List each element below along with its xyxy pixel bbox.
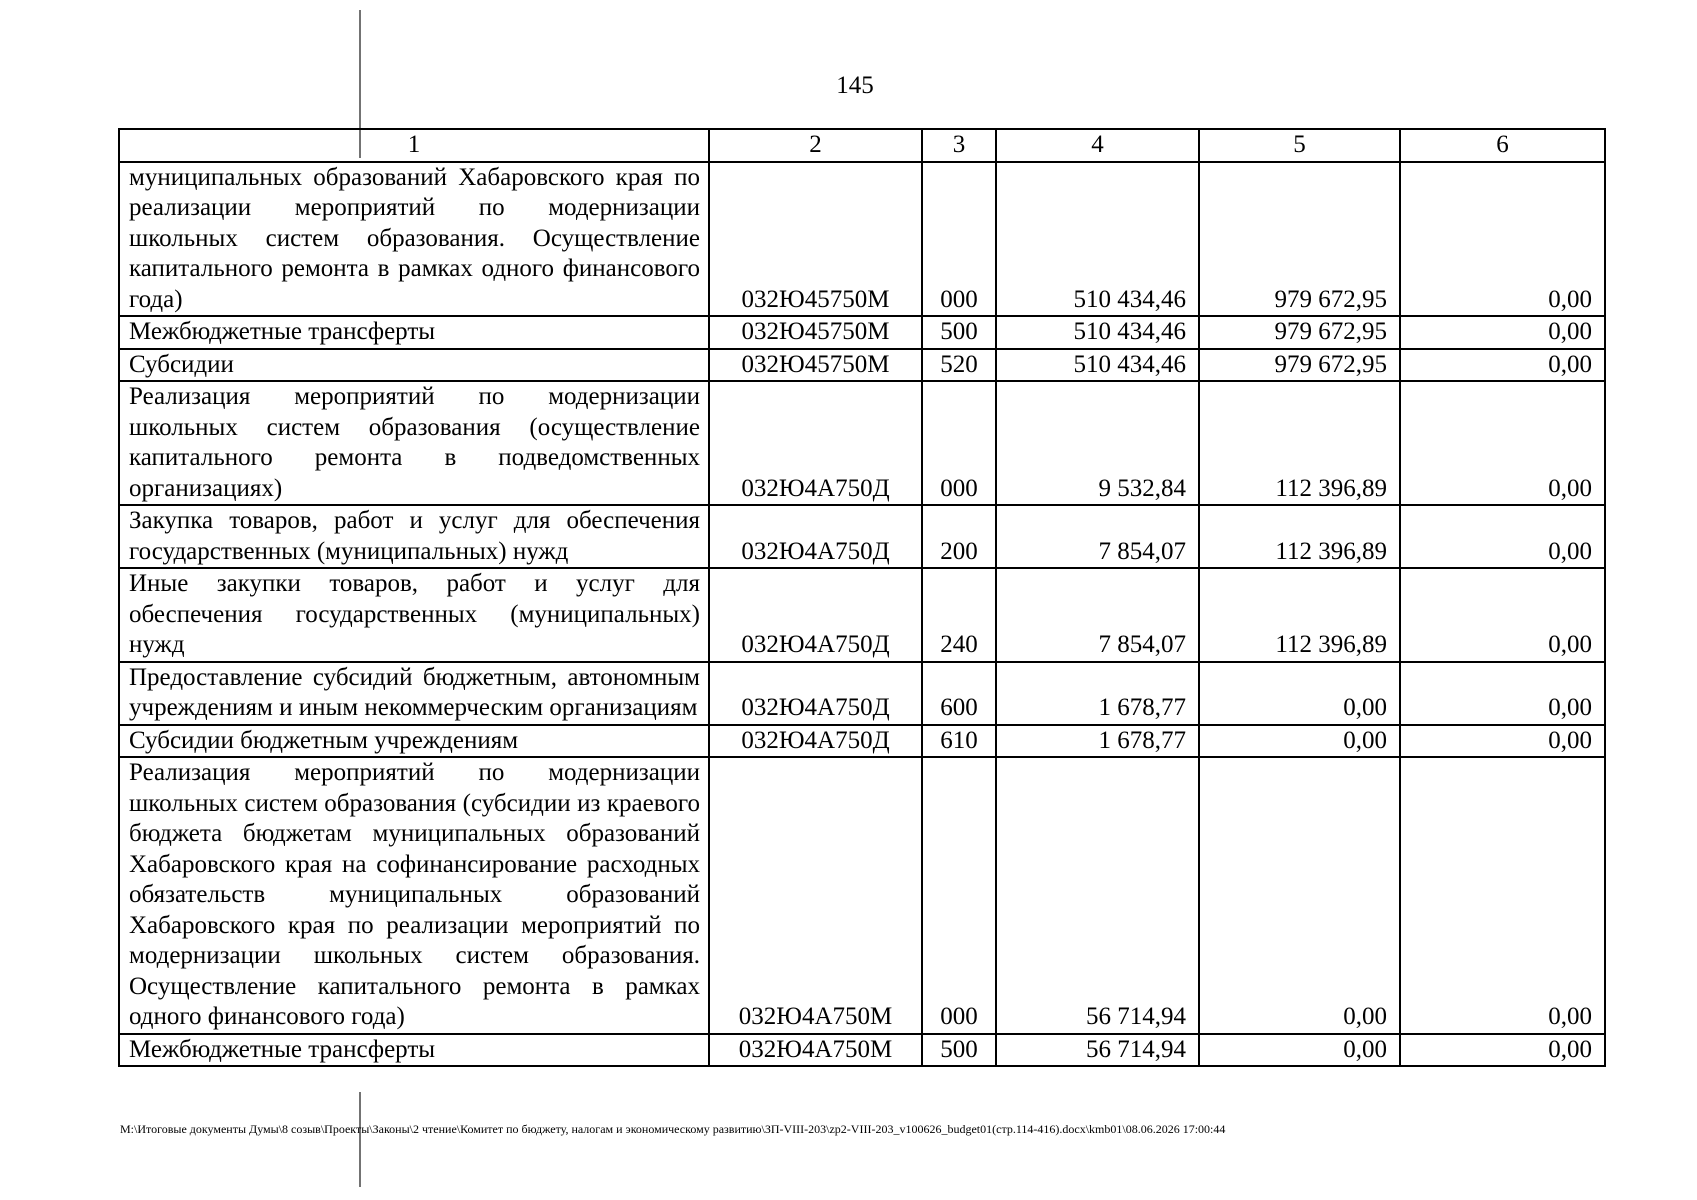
row-expense-type: 520 [922,349,996,382]
row-amount-col6: 0,00 [1400,1034,1605,1067]
row-description: Реализация мероприятий по модернизации школьных систем образования (субсидии из краевого бюджета бюджетам муниципальных образований Хабаровского края на софинансирование расходных обязательств муниципальных образований Хабаровского края по реализации мероприятий по модернизации школьных систем образования. Осуществление капитального ремонта в рамках одного финансового года) [119,757,709,1034]
row-description: Предоставление субсидий бюджетным, автономным учреждениям и иным некоммерческим организациям [119,662,709,725]
row-amount-col5: 112 396,89 [1199,568,1400,662]
table-row [119,725,1605,758]
row-description: муниципальных образований Хабаровского края по реализации мероприятий по модернизации школьных систем образования. Осуществление капитального ремонта в рамках одного финансового года) [119,162,709,317]
row-expense-type: 600 [922,662,996,725]
row-amount-col6: 0,00 [1400,162,1605,317]
table-row [119,1034,1605,1067]
header-col-3: 3 [922,129,996,162]
row-description: Межбюджетные трансферты [119,316,709,349]
row-description: Субсидии [119,349,709,382]
row-expense-type: 000 [922,162,996,317]
row-amount-col5: 0,00 [1199,1034,1400,1067]
table-row [119,568,1605,662]
row-target-code: 032Ю45750М [709,162,922,317]
table-row [119,662,1605,725]
row-amount-col6: 0,00 [1400,381,1605,505]
row-amount-col6: 0,00 [1400,757,1605,1034]
row-target-code: 032Ю4А750М [709,1034,922,1067]
row-amount-col6: 0,00 [1400,662,1605,725]
row-expense-type: 500 [922,316,996,349]
row-amount-col5: 112 396,89 [1199,381,1400,505]
row-target-code: 032Ю45750М [709,349,922,382]
row-amount-col4: 56 714,94 [996,757,1199,1034]
row-amount-col6: 0,00 [1400,568,1605,662]
row-expense-type: 240 [922,568,996,662]
row-target-code: 032Ю45750М [709,316,922,349]
budget-table [118,128,1606,1067]
row-amount-col4: 1 678,77 [996,725,1199,758]
table-row [119,316,1605,349]
row-description: Субсидии бюджетным учреждениям [119,725,709,758]
header-col-5: 5 [1199,129,1400,162]
row-amount-col5: 979 672,95 [1199,162,1400,317]
row-description: Иные закупки товаров, работ и услуг для обеспечения государственных (муниципальных) нужд [119,568,709,662]
row-amount-col4: 56 714,94 [996,1034,1199,1067]
row-target-code: 032Ю4А750Д [709,568,922,662]
header-col-2: 2 [709,129,922,162]
scan-artifact-line [359,1092,361,1187]
row-amount-col4: 510 434,46 [996,162,1199,317]
row-description: Закупка товаров, работ и услуг для обеспечения государственных (муниципальных) нужд [119,505,709,568]
row-expense-type: 000 [922,757,996,1034]
row-amount-col5: 979 672,95 [1199,349,1400,382]
row-target-code: 032Ю4А750М [709,757,922,1034]
header-row [119,129,1605,162]
row-amount-col4: 7 854,07 [996,568,1199,662]
table-row [119,349,1605,382]
row-amount-col5: 0,00 [1199,757,1400,1034]
row-amount-col6: 0,00 [1400,725,1605,758]
table-row [119,505,1605,568]
table-row [119,381,1605,505]
row-expense-type: 200 [922,505,996,568]
row-expense-type: 000 [922,381,996,505]
row-expense-type: 500 [922,1034,996,1067]
row-amount-col6: 0,00 [1400,316,1605,349]
row-description: Межбюджетные трансферты [119,1034,709,1067]
table-row [119,162,1605,317]
row-target-code: 032Ю4А750Д [709,505,922,568]
row-amount-col4: 1 678,77 [996,662,1199,725]
row-amount-col6: 0,00 [1400,349,1605,382]
row-amount-col4: 9 532,84 [996,381,1199,505]
header-col-4: 4 [996,129,1199,162]
row-target-code: 032Ю4А750Д [709,381,922,505]
document-path-footer: M:\Итоговые документы Думы\8 созыв\Проекты\Законы\2 чтение\Комитет по бюджету, налогам и экономическому развитию\ЗП-VIII-203\zp2-VIII-203_v100626_budget01(стр.114-416).docx\kmb01\08.06.2026 17:00:44 [120,1122,1226,1136]
row-target-code: 032Ю4А750Д [709,725,922,758]
header-col-6: 6 [1400,129,1605,162]
row-amount-col5: 112 396,89 [1199,505,1400,568]
row-amount-col5: 0,00 [1199,725,1400,758]
row-amount-col5: 979 672,95 [1199,316,1400,349]
row-expense-type: 610 [922,725,996,758]
row-target-code: 032Ю4А750Д [709,662,922,725]
header-col-1: 1 [119,129,709,162]
row-description: Реализация мероприятий по модернизации школьных систем образования (осуществление капитального ремонта в подведомственных организациях) [119,381,709,505]
row-amount-col4: 510 434,46 [996,316,1199,349]
page-number: 145 [836,72,874,99]
row-amount-col6: 0,00 [1400,505,1605,568]
row-amount-col5: 0,00 [1199,662,1400,725]
table-row [119,757,1605,1034]
row-amount-col4: 7 854,07 [996,505,1199,568]
row-amount-col4: 510 434,46 [996,349,1199,382]
